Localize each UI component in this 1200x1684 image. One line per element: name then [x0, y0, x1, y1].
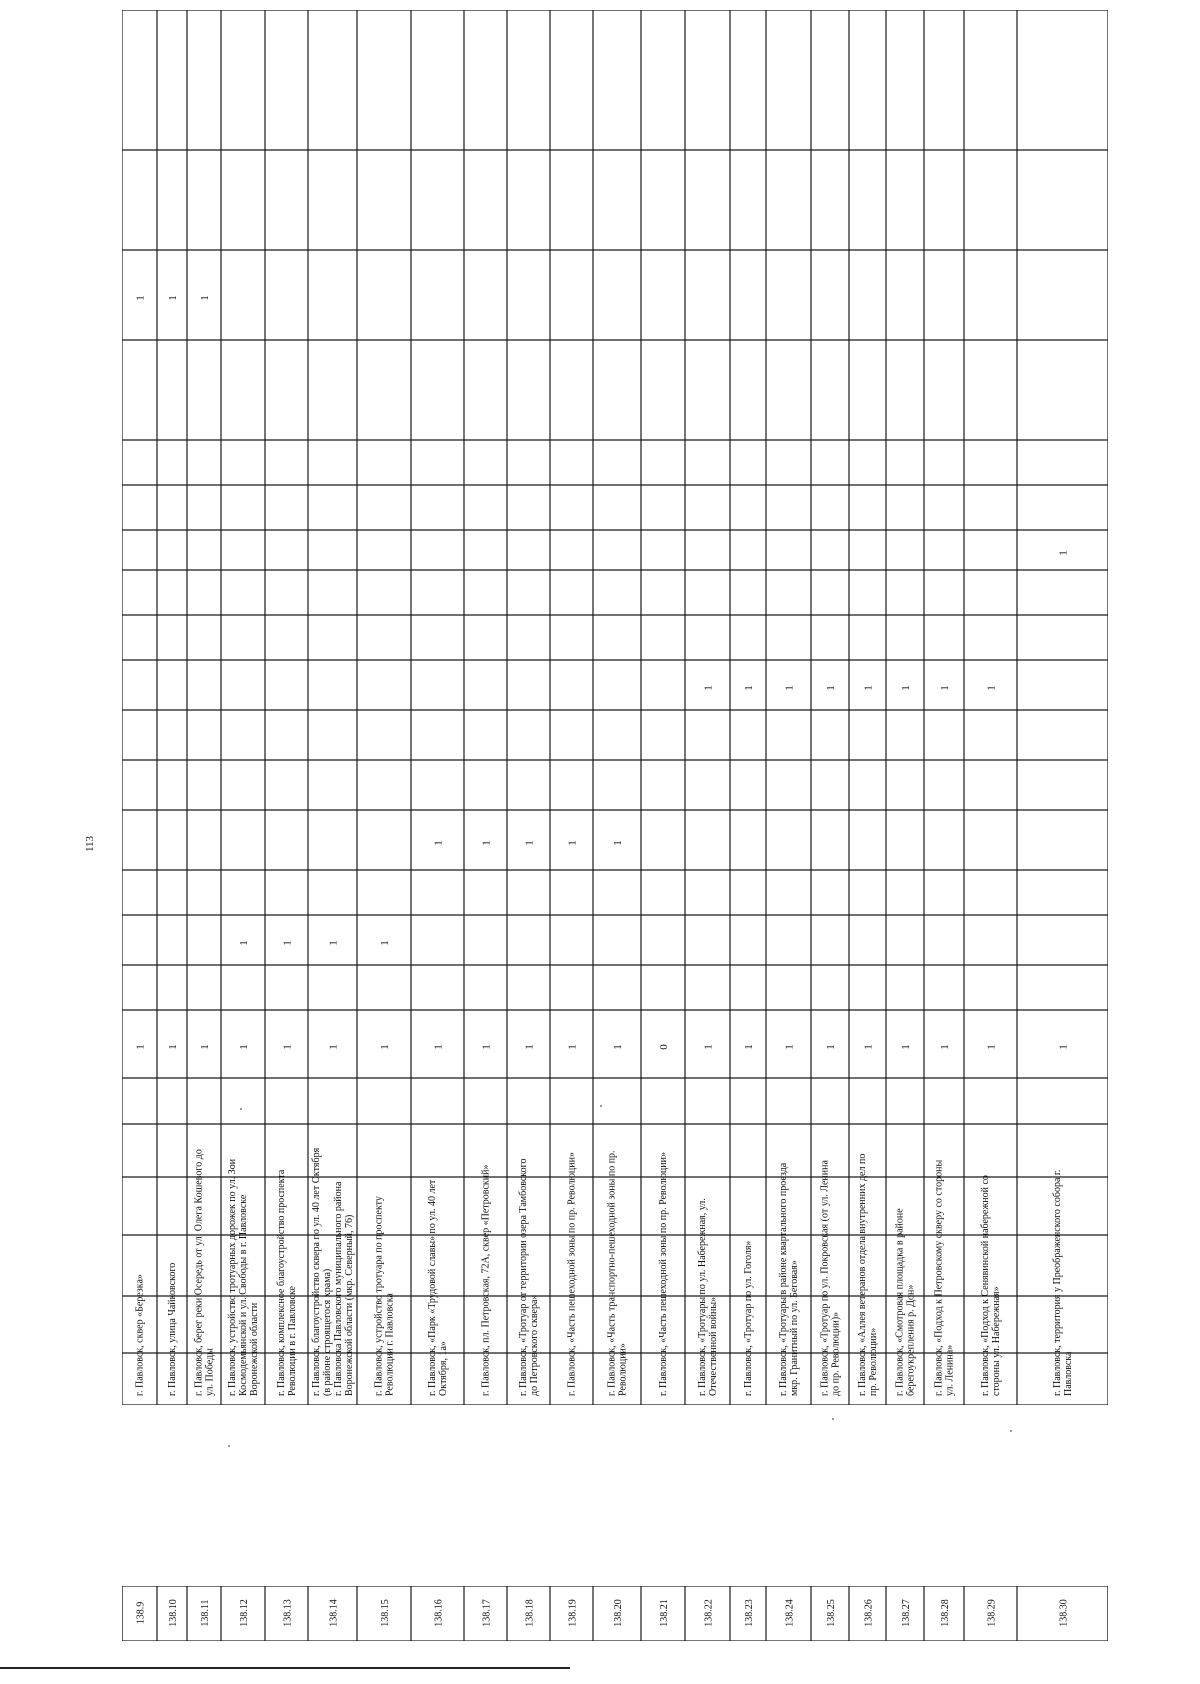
row-number: 138.14	[328, 1599, 340, 1627]
mark-cell: 1	[432, 840, 445, 846]
first-value-cell: 1	[862, 1044, 875, 1050]
first-value-cell: 1	[985, 1044, 998, 1050]
row-name-line: Отечественной войны»	[708, 1296, 719, 1396]
mark-cell: 1	[939, 685, 951, 691]
row-number: 138.22	[703, 1599, 715, 1627]
row-number: 138.29	[986, 1599, 998, 1627]
row-name-line: (в районе строящегося храма)	[322, 1268, 333, 1396]
row-name-line: г. Павловск, «Тротуары по ул. Набережная, ул.	[697, 1198, 708, 1396]
first-value-cell: 1	[1057, 1044, 1070, 1050]
mark-cell: 1	[900, 685, 912, 691]
row-name	[518, 1159, 540, 1397]
row-name-line: г. Павловск, устройство тротуарных дорожек по ул. Зои	[227, 1158, 238, 1396]
row-name-line: Космодемьянской и ул. Свободы в г. Павловске	[238, 1194, 249, 1396]
row-name-line: г. Павловск, «Тротуар по ул. Гоголя»	[743, 1240, 754, 1396]
row-number: 138.20	[613, 1599, 624, 1627]
first-value-cell: 1	[743, 1044, 755, 1050]
first-value-cell: 1	[281, 1044, 294, 1050]
row-number-column	[122, 1586, 1108, 1641]
first-value-cell: 1	[523, 1044, 536, 1050]
first-value-cell: 1	[612, 1044, 624, 1050]
row-name	[135, 1274, 146, 1396]
row-number: 138.25	[826, 1599, 837, 1627]
row-name	[427, 1179, 449, 1396]
row-name-line: г. Павловск, «Тротуар по ул. Покровская (от ул. Ленина	[819, 1160, 831, 1396]
row-name-line: г. Павловска Павловского муниципального района	[333, 1181, 344, 1396]
page-bottom-rule	[0, 1667, 570, 1669]
scan-speck	[832, 1418, 834, 1420]
row-name-line: г. Павловск, благоустройство сквера по ул. 40 лет Октября	[311, 1147, 322, 1396]
row-name-line: до Петровского сквера»	[529, 1294, 540, 1396]
row-name	[895, 1208, 917, 1396]
row-number: 138.28	[940, 1599, 951, 1627]
row-name	[820, 1160, 842, 1396]
first-value-cell: 1	[238, 1044, 250, 1050]
row-name	[934, 1160, 956, 1396]
row-name	[1052, 1170, 1074, 1396]
mark-cell: 1	[862, 685, 875, 691]
mark-cell: 1	[743, 685, 755, 691]
row-number: 138.27	[901, 1599, 912, 1627]
row-name	[567, 1152, 578, 1396]
data-table	[122, 10, 1108, 1405]
mark-cell: 1	[281, 940, 294, 946]
first-value-cell: 1	[939, 1044, 951, 1050]
row-number: 138.17	[481, 1599, 493, 1627]
mark-cell: 1	[167, 295, 179, 301]
mark-cell: 1	[134, 295, 147, 301]
first-value-cell: 0	[658, 1044, 670, 1050]
row-name	[743, 1241, 754, 1396]
row-name	[194, 1149, 216, 1396]
row-number: 138.16	[433, 1599, 445, 1627]
mark-cell: 1	[327, 940, 340, 946]
row-name-line: г. Павловск, «Подход к Сенявинской набережной со	[980, 1175, 991, 1396]
row-name-line: ул. Ленина»	[944, 1344, 956, 1396]
row-name-line: Революции г. Павловска	[384, 1293, 396, 1396]
row-name-line: мкр. Гранитный по ул. Беговая»	[789, 1260, 800, 1396]
row-name-line: пр. Революции»	[868, 1327, 879, 1396]
mark-cell: 1	[1057, 550, 1070, 556]
mark-cell: 1	[702, 685, 715, 691]
row-name-line: Революции»	[617, 1343, 629, 1396]
first-value-cell: 1	[480, 1044, 493, 1050]
row-name-line: стороны ул. Набережная»	[991, 1286, 1002, 1396]
mark-cell: 1	[238, 940, 250, 946]
row-name-line: Революции в г. Павловске	[287, 1286, 298, 1396]
row-number: 138.12	[239, 1599, 250, 1627]
first-value-cell: 1	[199, 1044, 211, 1050]
row-name-line: г. Павловск, «Часть пешеходной зоны по пр. Революции»	[566, 1152, 578, 1396]
mark-cell: 1	[480, 840, 493, 846]
first-value-cell: 1	[566, 1044, 579, 1050]
row-number: 138.30	[1058, 1599, 1070, 1627]
row-name	[697, 1198, 719, 1396]
row-name	[481, 1165, 492, 1396]
mark-cell: 1	[985, 685, 998, 691]
row-name-line: г. Павловск, «Часть транспортно-пешеходной зоны по пр.	[606, 1150, 618, 1396]
row-name-line: г. Павловск, «Подход к Петровскому скверу со стороны	[933, 1159, 945, 1396]
row-name-line: г. Павловск, «Аллея ветеранов отдела внутренних дел по	[857, 1153, 868, 1396]
first-value-cell: 1	[783, 1044, 796, 1050]
row-name-line: г. Павловск, устройство тротуара по проспекту	[373, 1196, 385, 1396]
row-name-line: г. Павловск, «Тротуары в районе квартального проезда	[778, 1162, 789, 1396]
mark-cell: 1	[379, 940, 391, 946]
row-name-line: г. Павловск, «Парк «Трудовой славы» по ул. 40 лет	[427, 1179, 438, 1396]
mark-cell: 1	[612, 840, 624, 846]
row-name	[374, 1196, 396, 1396]
row-name-line: г. Павловск, берег реки Осередь от ул. Олега Кошевого до	[193, 1149, 205, 1396]
row-name-line: до пр. Революции)»	[830, 1311, 842, 1396]
row-name	[276, 1169, 298, 1396]
mark-cell: 1	[566, 840, 579, 846]
first-value-cell: 1	[825, 1044, 837, 1050]
first-value-cell: 1	[379, 1044, 391, 1050]
row-number: 138.10	[168, 1599, 179, 1627]
first-value-cell: 1	[432, 1044, 445, 1050]
row-name	[778, 1162, 800, 1396]
row-name-line: берегоукрепления р. Дон»	[905, 1284, 917, 1396]
row-name	[857, 1154, 879, 1396]
row-number: 138.13	[282, 1599, 294, 1627]
row-name-line: г. Павловск, сквер «Березка»	[134, 1274, 146, 1396]
row-name-line: г. Павловск, комплексное благоустройство проспекта	[276, 1169, 287, 1396]
scan-speck	[600, 1105, 602, 1107]
row-name-line: Павловска	[1063, 1351, 1074, 1396]
first-value-cell: 1	[702, 1044, 715, 1050]
row-name-line: г. Павловск, «Часть пешеходной зоны по пр. Революции»	[658, 1152, 669, 1396]
row-number: 138.9	[135, 1601, 147, 1625]
first-value-cell: 1	[900, 1044, 912, 1050]
row-name-line: г. Павловск, улица Чайковского	[167, 1262, 178, 1396]
row-name	[658, 1152, 669, 1396]
row-name	[607, 1150, 629, 1396]
first-value-cell: 1	[134, 1044, 147, 1050]
row-name	[980, 1175, 1002, 1396]
row-number: 138.23	[744, 1599, 755, 1627]
row-number: 138.11	[200, 1599, 211, 1627]
first-value-cell: 1	[327, 1044, 340, 1050]
mark-cell: 1	[825, 685, 837, 691]
row-name	[167, 1263, 178, 1396]
row-number: 138.24	[784, 1599, 796, 1627]
row-number: 138.21	[659, 1599, 670, 1627]
row-number: 138.18	[524, 1599, 536, 1627]
row-number: 138.26	[863, 1599, 875, 1627]
scan-speck	[240, 1108, 242, 1110]
scan-speck	[228, 1445, 230, 1447]
row-name	[227, 1158, 260, 1396]
page-number: 113	[84, 835, 97, 853]
row-name-line: Воронежской области	[249, 1302, 260, 1396]
row-name-line: Воронежской области (мкр. Северный, 76)	[344, 1214, 355, 1396]
row-name-line: ул. Победы	[204, 1348, 216, 1396]
mark-cell: 1	[523, 840, 536, 846]
mark-cell: 1	[783, 685, 796, 691]
row-name-line: г. Павловск, «Смотровая площадка в районе	[894, 1208, 906, 1396]
row-name	[311, 1147, 355, 1396]
row-name-line: Октября, 1а»	[438, 1341, 449, 1396]
scan-speck	[1010, 1430, 1012, 1432]
row-name-line: г. Павловск, пл. Петровская, 72А, сквер «Петровский»	[480, 1164, 492, 1396]
first-value-cell: 1	[167, 1044, 179, 1050]
row-number: 138.15	[380, 1599, 391, 1627]
mark-cell: 1	[199, 295, 211, 301]
row-name-line: г. Павловск, территория у Преображенского собора г.	[1052, 1169, 1063, 1396]
row-number: 138.19	[567, 1599, 579, 1627]
row-name-line: г. Павловск, «Тротуар от территории озера Тамбовского	[518, 1158, 529, 1396]
